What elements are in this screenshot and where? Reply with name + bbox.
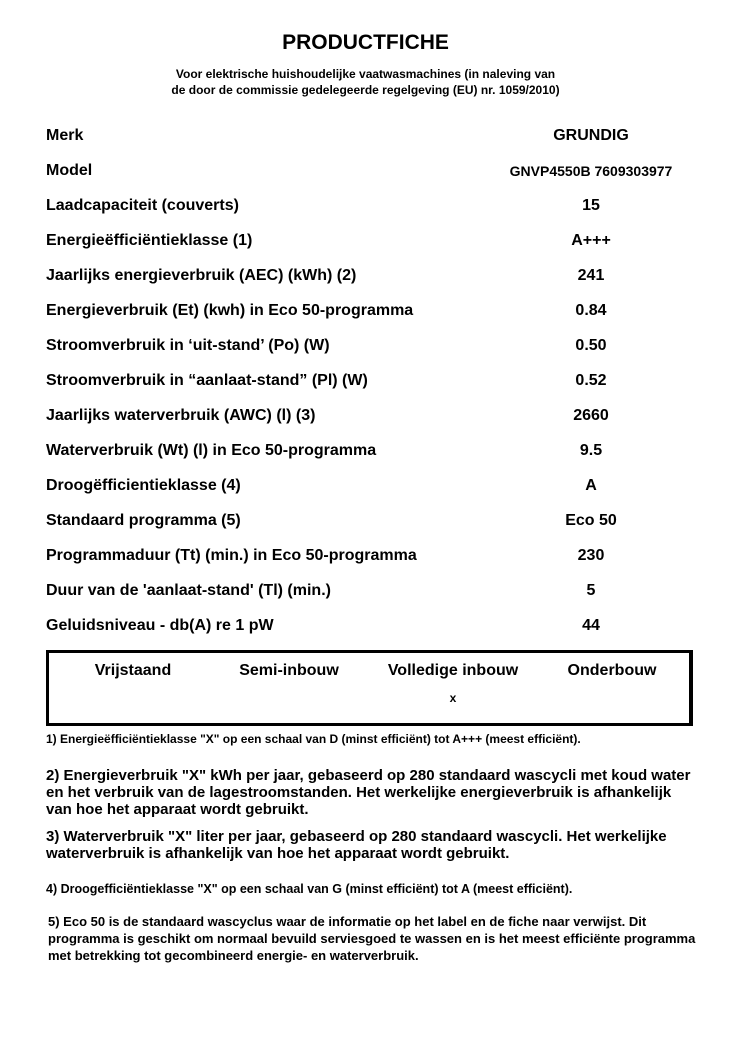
spec-label: Stroomverbruik in ‘uit-stand’ (Po) (W): [46, 337, 330, 354]
spec-value: GNVP4550B 7609303977: [509, 163, 673, 179]
install-selected-mark: x: [449, 691, 457, 705]
spec-label: Stroomverbruik in “aanlaat-stand” (Pl) (W): [46, 372, 368, 389]
install-option-built-under: Onderbouw: [567, 662, 657, 679]
footnote-1: 1) Energieëfficiëntieklasse "X" op een schaal van D (minst efficiënt) tot A+++ (meest efficiënt).: [46, 732, 581, 746]
spec-row-noise-level: [46, 615, 696, 650]
install-option-fully-integrated: Volledige inbouw: [387, 662, 519, 679]
spec-label: Laadcapaciteit (couverts): [46, 197, 239, 214]
spec-value: 0.50: [575, 337, 607, 354]
spec-label: Model: [46, 162, 93, 179]
product-spec-table: [46, 125, 696, 650]
spec-row-off-mode-power: [46, 335, 696, 370]
install-option-freestanding: Vrijstaand: [94, 662, 172, 679]
spec-row-model: [46, 160, 696, 195]
install-option-semi-integrated: Semi-inbouw: [239, 662, 339, 679]
spec-row-left-on-power: [46, 370, 696, 405]
spec-value: GRUNDIG: [553, 127, 629, 144]
installation-type-box: [46, 650, 693, 726]
page-subtitle: [0, 66, 731, 98]
spec-label: Droogëfficientieklasse (4): [46, 477, 241, 494]
spec-value: 5: [586, 582, 596, 599]
spec-value: 15: [582, 197, 600, 214]
footnote-3: 3) Waterverbruik "X" liter per jaar, gebaseerd op 280 standaard wascycli. Het werkelijke waterverbruik is afhankelijk van hoe het apparaat wordt gebruikt.: [46, 828, 667, 862]
spec-value: 241: [577, 267, 605, 284]
spec-label: Merk: [46, 127, 84, 144]
spec-row-brand: [46, 125, 696, 160]
subtitle-line-1: Voor elektrische huishoudelijke vaatwasmachines (in naleving van: [175, 67, 556, 81]
spec-value: Eco 50: [565, 512, 617, 529]
spec-label: Programmaduur (Tt) (min.) in Eco 50-programma: [46, 547, 417, 564]
spec-row-capacity: [46, 195, 696, 230]
spec-row-annual-energy: [46, 265, 696, 300]
spec-label: Jaarlijks energieverbruik (AEC) (kWh) (2): [46, 267, 357, 284]
spec-label: Energieëfficiëntieklasse (1): [46, 232, 253, 249]
spec-row-left-on-duration: [46, 580, 696, 615]
spec-label: Energieverbruik (Et) (kwh) in Eco 50-programma: [46, 302, 414, 319]
spec-label: Geluidsniveau - db(A) re 1 pW: [46, 617, 274, 634]
spec-value: A: [585, 477, 597, 494]
spec-value: 2660: [573, 407, 609, 424]
subtitle-line-2: de door de commissie gedelegeerde regelgeving (EU) nr. 1059/2010): [171, 83, 560, 97]
spec-value: 230: [577, 547, 605, 564]
spec-row-drying-class: [46, 475, 696, 510]
spec-value: A+++: [571, 232, 611, 249]
spec-label: Jaarlijks waterverbruik (AWC) (l) (3): [46, 407, 316, 424]
spec-value: 0.84: [575, 302, 607, 319]
spec-row-water-eco50: [46, 440, 696, 475]
spec-row-energy-class: [46, 230, 696, 265]
spec-row-program-duration: [46, 545, 696, 580]
spec-value: 9.5: [579, 442, 603, 459]
footnote-4: 4) Droogefficiëntieklasse "X" op een schaal van G (minst efficiënt) tot A (meest efficiënt).: [46, 882, 573, 896]
spec-label: Duur van de 'aanlaat-stand' (Tl) (min.): [46, 582, 331, 599]
spec-row-energy-eco50: [46, 300, 696, 335]
footnote-5: 5) Eco 50 is de standaard wascyclus waar de informatie op het label en de fiche naar verwijst. Dit programma is geschikt om normaal bevuild serviesgoed te wassen en is het meest efficiënte programma met betrekking tot gecombineerd energie- en waterverbruik.: [48, 914, 696, 963]
spec-row-standard-program: [46, 510, 696, 545]
page-title: PRODUCTFICHE: [282, 31, 449, 54]
spec-value: 44: [582, 617, 600, 634]
spec-value: 0.52: [575, 372, 607, 389]
spec-label: Standaard programma (5): [46, 512, 241, 529]
spec-row-annual-water: [46, 405, 696, 440]
footnote-2: 2) Energieverbruik "X" kWh per jaar, gebaseerd op 280 standaard wascycli met koud water en het verbruik van de lagestroomstanden. Het werkelijke energieverbruik is afhankelijk van hoe het apparaat wordt gebruikt.: [46, 767, 691, 818]
spec-label: Waterverbruik (Wt) (l) in Eco 50-programma: [46, 442, 377, 459]
